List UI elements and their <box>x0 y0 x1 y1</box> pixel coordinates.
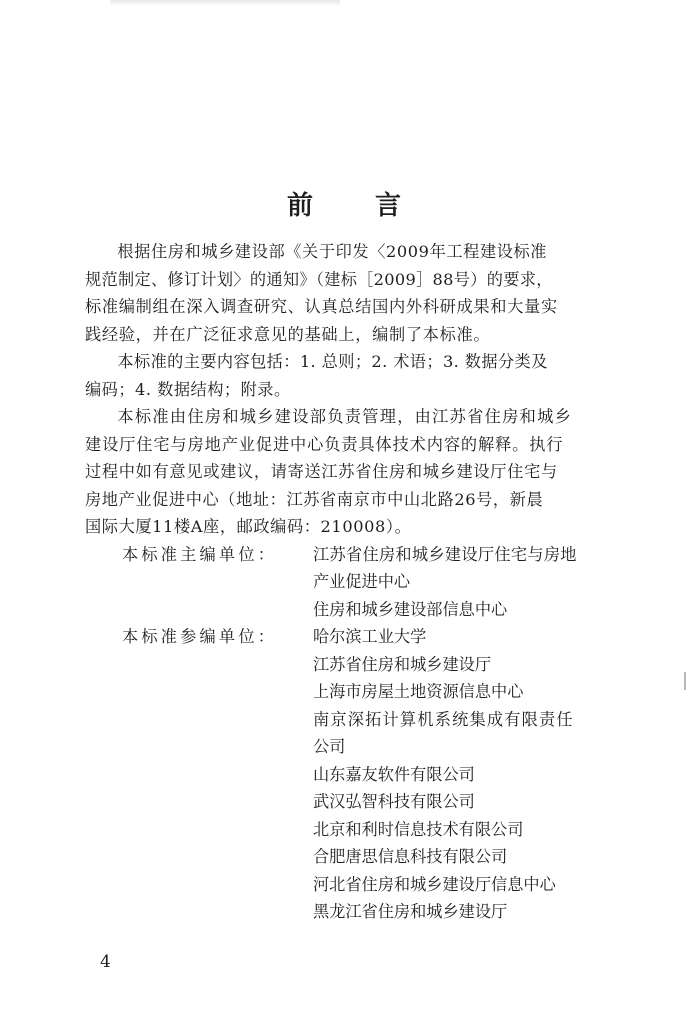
text-line: 规范制定、修订计划〉的通知》（建标［2009］88号）的要求， <box>85 269 553 289</box>
chief-units-list <box>313 541 627 624</box>
text-line: 过程中如有意见或建议，请寄送江苏省住房和城乡建设厅住宅与 <box>85 462 558 481</box>
participating-units-list <box>313 623 627 926</box>
unit-name: 武汉弘智科技有限公司 <box>313 792 475 811</box>
unit-name: 河北省住房和城乡建设厅信息中心 <box>313 874 556 894</box>
text-line: 本标准的主要内容包括：1. 总则；2. 术语；3. 数据分类及 <box>117 352 548 371</box>
page-title <box>0 185 688 222</box>
unit-name: 北京和利时信息技术有限公司 <box>313 819 524 839</box>
title-char: 前 <box>286 191 313 222</box>
scan-smudge <box>110 0 340 6</box>
unit-name: 公司 <box>313 737 346 756</box>
participating-units-label: 本标准参编单位： <box>122 627 278 646</box>
participating-units <box>85 623 627 926</box>
unit-name: 江苏省住房和城乡建设厅住宅与房地 <box>313 544 577 564</box>
document-body <box>85 238 627 926</box>
unit-name: 山东嘉友软件有限公司 <box>313 764 475 784</box>
text-line: 标准编制组在深入调查研究、认真总结国内外科研成果和大量实 <box>85 297 558 316</box>
text-line: 国际大厦11楼A座，邮政编码：210008）。 <box>85 517 412 536</box>
text-line: 建设厅住宅与房地产业促进中心负责具体技术内容的解释。执行 <box>85 434 564 454</box>
unit-name: 南京深拓计算机系统集成有限责任 <box>313 709 574 729</box>
unit-name: 合肥唐思信息科技有限公司 <box>313 847 508 866</box>
text-line: 践经验，并在广泛征求意见的基础上，编制了本标准。 <box>85 324 491 344</box>
text-line: 编码；4. 数据结构；附录。 <box>85 379 291 399</box>
text-line: 房地产业促进中心（地址：江苏省南京市中山北路26号，新晨 <box>85 489 544 509</box>
text-line: 根据住房和城乡建设部《关于印发〈2009年工程建设标准 <box>117 242 548 261</box>
unit-name: 哈尔滨工业大学 <box>313 627 427 646</box>
paragraph-background <box>85 238 627 348</box>
unit-name: 住房和城乡建设部信息中心 <box>313 599 508 619</box>
unit-name: 上海市房屋土地资源信息中心 <box>313 682 524 701</box>
title-char: 言 <box>375 191 402 222</box>
page-number: 4 <box>100 952 111 972</box>
unit-name: 产业促进中心 <box>313 572 411 591</box>
paragraph-management <box>85 403 627 541</box>
unit-name: 江苏省住房和城乡建设厅 <box>313 654 492 674</box>
scan-edge-mark <box>684 672 686 690</box>
paragraph-contents <box>85 348 627 403</box>
chief-units-label: 本标准主编单位： <box>122 544 278 564</box>
unit-name: 黑龙江省住房和城乡建设厅 <box>313 902 508 921</box>
chief-editor-units <box>85 541 627 624</box>
text-line: 本标准由住房和城乡建设部负责管理，由江苏省住房和城乡 <box>117 407 573 426</box>
